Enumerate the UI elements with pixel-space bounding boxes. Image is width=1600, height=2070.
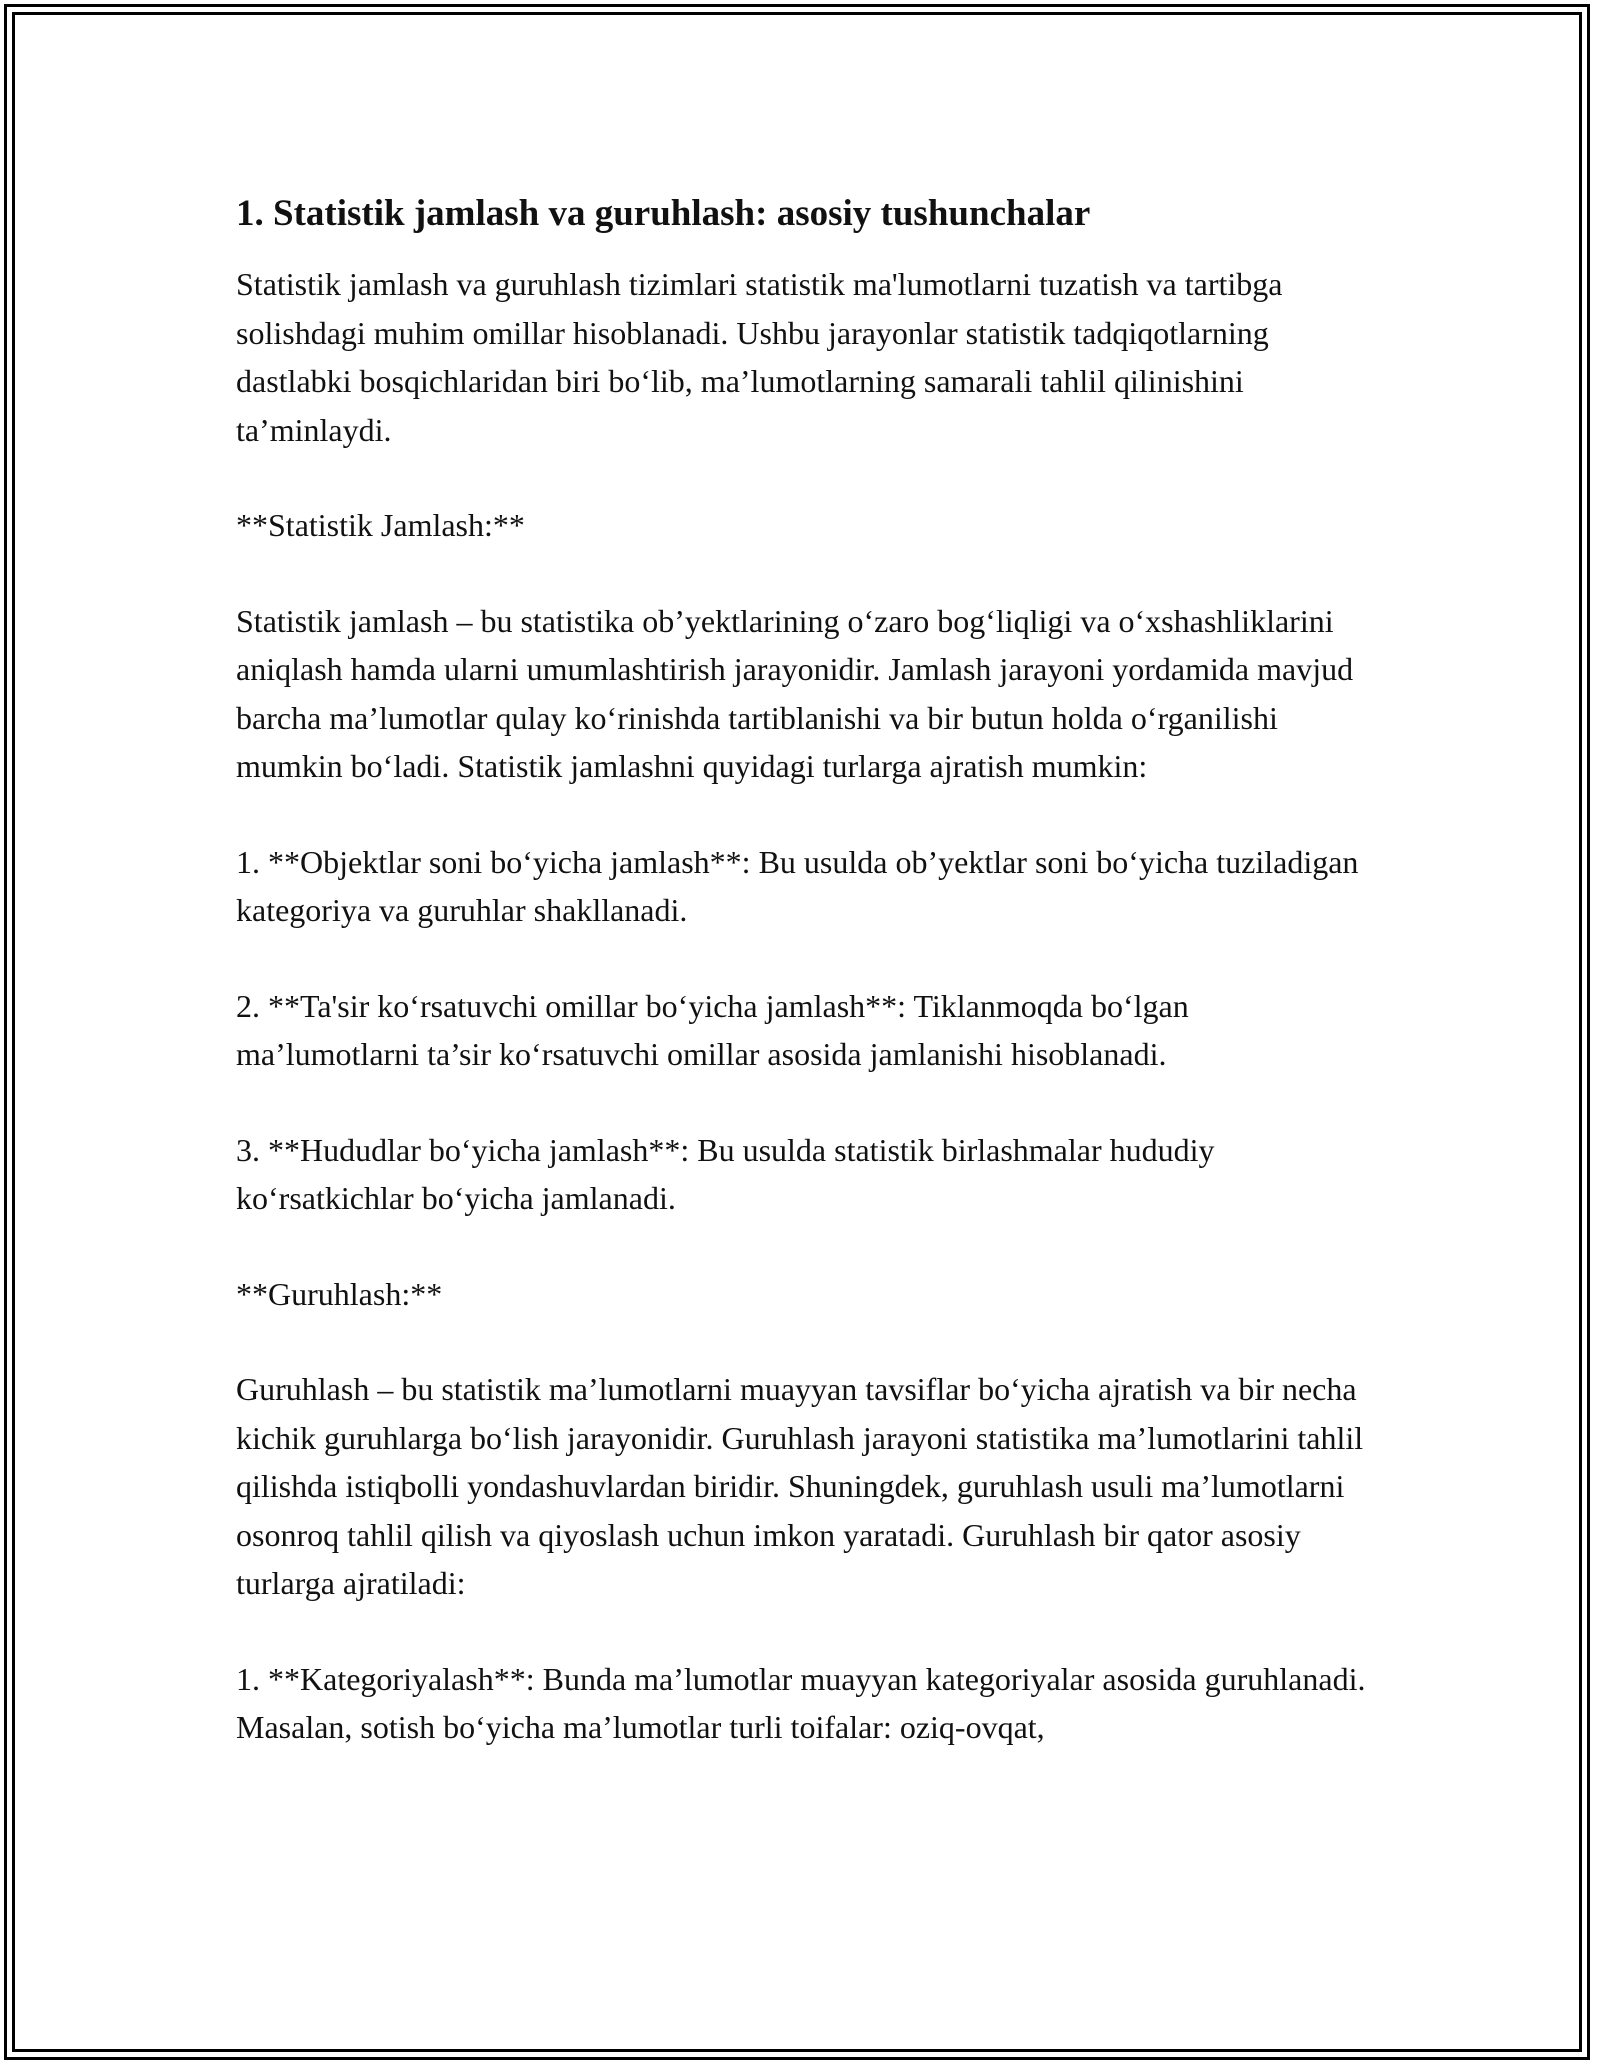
guruhlash-definition-paragraph: Guruhlash – bu statistik ma’lumotlarni muayyan tavsiflar bo‘yicha ajratish va bir necha kichik guruhlarga bo‘lish jarayonidir. Guruhlash jarayoni statistika ma’lumotlarini tahlil qilishda istiqbolli yondashuvlardan biridir. Shuningdek, guruhlash usuli ma’lumotlarni osonroq tahlil qilish va qiyoslash uchun imkon yaratadi. Guruhlash bir qator asosiy turlarga ajratiladi: (236, 1371, 1364, 1601)
jamlash-type-2: 2. **Ta'sir ko‘rsatuvchi omillar bo‘yicha jamlash**: Tiklanmoqda bo‘lgan ma’lumotlarni ta’sir ko‘rsatuvchi omillar asosida jamlanishi hisoblanadi. (236, 987, 1189, 1072)
document-body (236, 190, 1366, 1752)
jamlash-definition-paragraph: Statistik jamlash – bu statistika ob’yektlarining o‘zaro bog‘liqligi va o‘xshashliklarini aniqlash hamda ularni umumlashtirish jarayonidir. Jamlash jarayoni yordamida mavjud barcha ma’lumotlar qulay ko‘rinishda tartiblanishi va bir butun holda o‘rganilishi mumkin bo‘ladi. Statistik jamlashni quyidagi turlarga ajratish mumkin: (236, 602, 1354, 784)
guruhlash-type-1: 1. **Kategoriyalash**: Bunda ma’lumotlar muayyan kategoriyalar asosida guruhlanadi. Masalan, sotish bo‘yicha ma’lumotlar turli toifalar: oziq-ovqat, (236, 1660, 1366, 1745)
jamlash-subheading: **Statistik Jamlash:** (236, 507, 525, 543)
guruhlash-subheading: **Guruhlash:** (236, 1275, 443, 1312)
section-heading: 1. Statistik jamlash va guruhlash: asosiy tushunchalar (236, 193, 1091, 234)
jamlash-type-3: 3. **Hududlar bo‘yicha jamlash**: Bu usulda statistik birlashmalar hududiy ko‘rsatkichlar bo‘yicha jamlanadi. (236, 1131, 1215, 1216)
intro-paragraph: Statistik jamlash va guruhlash tizimlari statistik ma'lumotlarni tuzatish va tartibga solishdagi muhim omillar hisoblanadi. Ushbu jarayonlar statistik tadqiqotlarning dastlabki bosqichlaridan biri bo‘lib, ma’lumotlarning samarali tahlil qilinishini ta’minlaydi. (236, 266, 1283, 448)
jamlash-type-1: 1. **Objektlar soni bo‘yicha jamlash**: Bu usulda ob’yektlar soni bo‘yicha tuziladigan kategoriya va guruhlar shakllanadi. (236, 843, 1359, 928)
